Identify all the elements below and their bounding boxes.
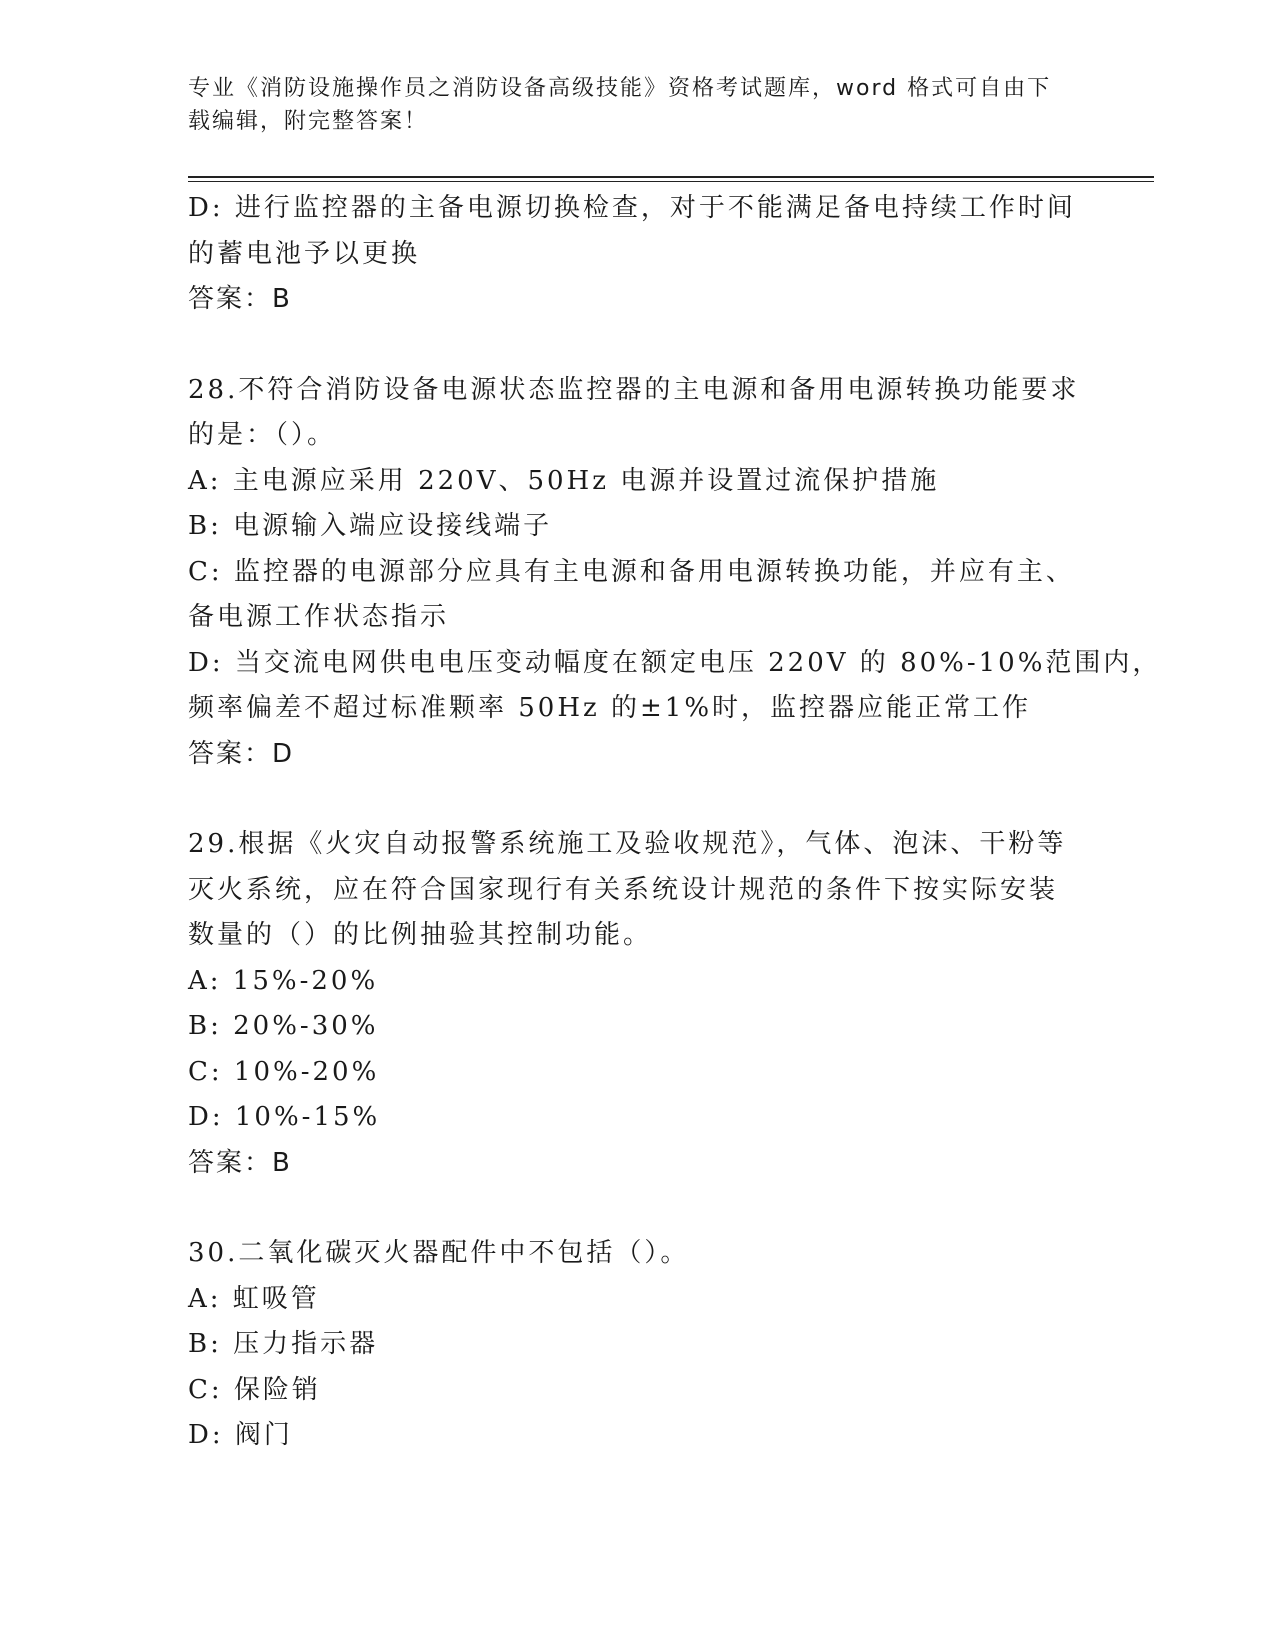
q30-option-b: B: 压力指示器 [188,1329,379,1359]
q27-option-d-line-1: D: 进行监控器的主备电源切换检查，对于不能满足备电持续工作时间 [188,193,1076,223]
q28-answer: 答案：D [188,738,295,769]
q28-option-c-line-2: 备电源工作状态指示 [188,602,450,632]
q28-stem-line-2: 的是：（）。 [188,420,337,450]
q29-option-c: C: 10%-20% [188,1056,380,1087]
q29-answer: 答案：B [188,1147,292,1178]
header-divider-thin [188,181,1154,182]
document-header [188,72,1068,138]
question-27-continued [188,186,1088,323]
header-divider-thick [188,176,1154,178]
q30-stem-line-1: 30.二氧化碳灭火器配件中不包括（）。 [188,1238,690,1268]
q29-option-d: D: 10%-15% [188,1102,381,1132]
q28-option-b: B: 电源输入端应设接线端子 [188,511,553,541]
q29-stem-line-1: 29.根据《火灾自动报警系统施工及验收规范》，气体、泡沫、干粉等 [188,829,1067,859]
q30-option-d: D: 阀门 [188,1420,293,1450]
question-30 [188,1231,1088,1459]
q30-option-a: A: 虹吸管 [188,1283,320,1314]
q28-stem-line-1: 28.不符合消防设备电源状态监控器的主电源和备用电源转换功能要求 [188,374,1080,405]
header-line-2: 载编辑，附完整答案！ [188,109,429,134]
question-28 [188,368,1162,778]
q29-option-a: A: 15%-20% [188,965,379,996]
q28-option-c-line-1: C: 监控器的电源部分应具有主电源和备用电源转换功能，并应有主、 [188,556,1075,587]
spacer [188,323,1088,368]
q27-option-d-line-2: 的蓄电池予以更换 [188,238,421,269]
question-29 [188,822,1088,1186]
spacer [188,1186,1088,1231]
q29-option-b: B: 20%-30% [188,1011,379,1041]
q28-option-a: A: 主电源应采用 220V、50Hz 电源并设置过流保护措施 [188,465,940,496]
q28-option-d-line-1: D: 当交流电网供电电压变动幅度在额定电压 220V 的 80%-10%范围内， [188,647,1162,678]
q29-stem-line-2: 灭火系统，应在符合国家现行有关系统设计规范的条件下按实际安装 [188,874,1059,905]
q28-option-d-line-2: 频率偏差不超过标准颗率 50Hz 的±1%时，监控器应能正常工作 [188,693,1032,723]
header-line-1: 专业《消防设施操作员之消防设备高级技能》资格考试题库，word 格式可自由下 [188,76,1052,101]
document-body [188,186,1162,1459]
q27-answer: 答案：B [188,284,292,314]
q29-stem-line-3: 数量的（）的比例抽验其控制功能。 [188,920,653,950]
spacer [188,777,1088,822]
q30-option-c: C: 保险销 [188,1374,321,1405]
